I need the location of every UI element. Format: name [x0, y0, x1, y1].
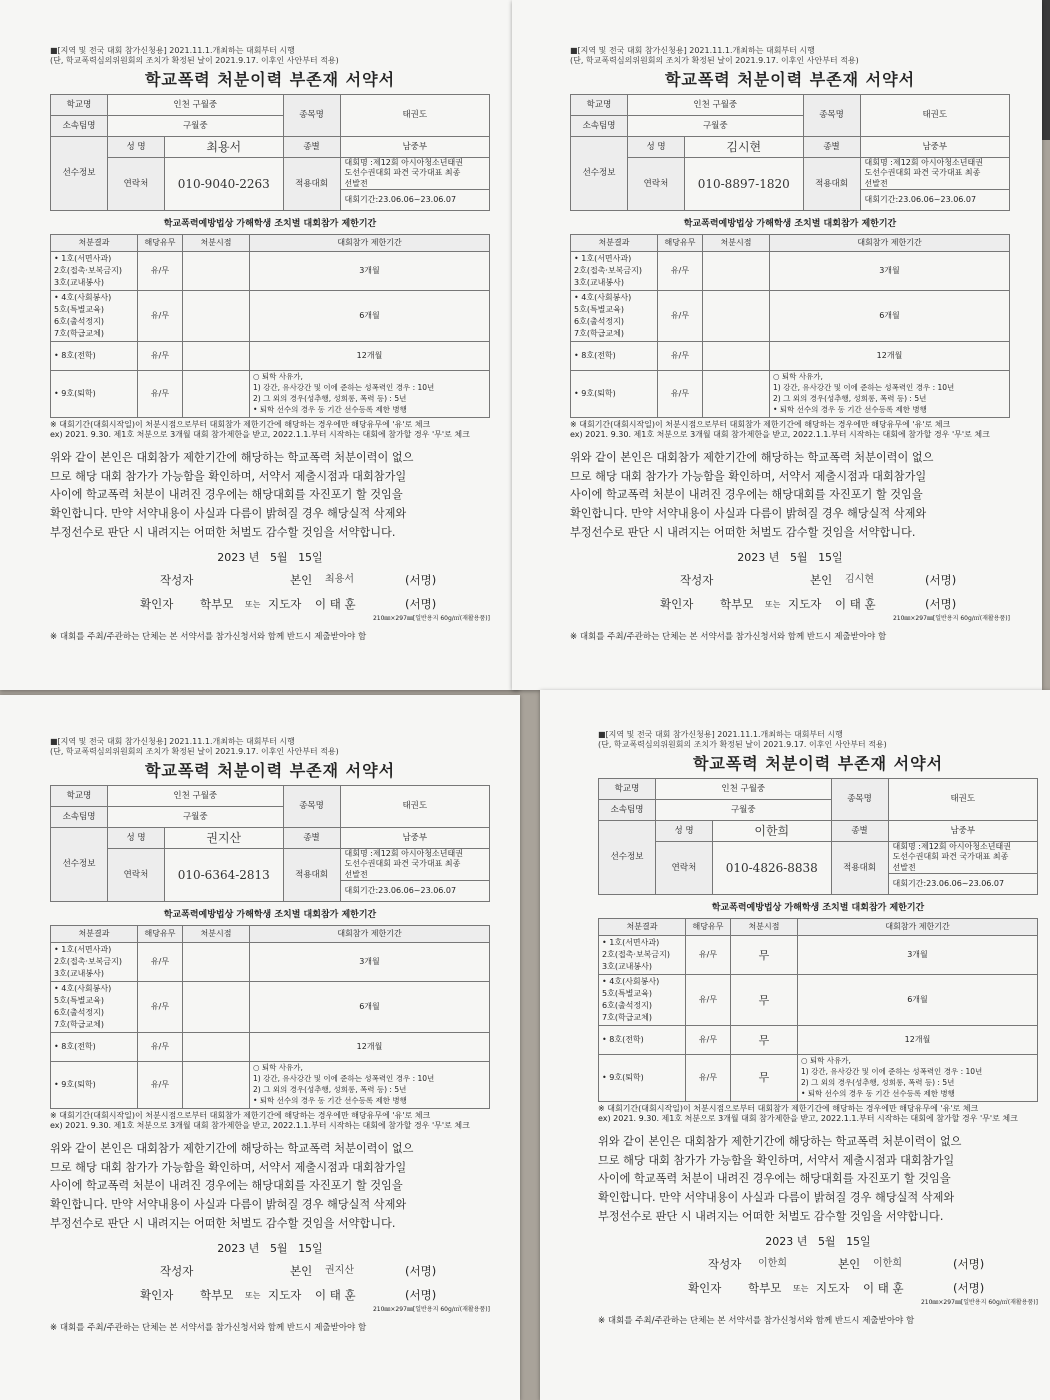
penalty-table	[50, 925, 490, 1109]
meet-name: 대회명 :제12회 아시아청소년태권 도선수권대회 파견 국가대표 최종 선발전	[340, 849, 489, 881]
col-time: 처분시점	[183, 235, 250, 252]
coach-name: 이 태 훈	[315, 1287, 356, 1302]
yn-checkbox[interactable]: 유/무	[138, 371, 183, 418]
label-team: 소속팀명	[599, 800, 656, 821]
label-name: 성 명	[628, 137, 685, 158]
penalty-table	[50, 234, 490, 418]
self-signature: 권지산	[325, 1264, 354, 1276]
pledge-sheet-2	[512, 0, 1042, 690]
sign-mark: (서명)	[405, 572, 437, 587]
pledge-text: 위와 같이 본인은 대회참가 제한기간에 해당하는 학교폭력 처분이력이 없으 므로 해당 대회 참가가 가능함을 확인하며, 서약서 제출시점과 대회참가일 사이에 학교폭력 처분이 내려진 경우에는 해당대회를 자진포기 할 것임을 확인합니다. 만약 서약내용이 사실과 다름이 밝혀질 경우 해당실적 삭제와 부정선수로 판단 시 내려지는 어떠한 처벌도 감수할 것임을 서약합니다.	[598, 1134, 962, 1223]
col-time: 처분시점	[183, 926, 250, 943]
sign-mark: (서명)	[925, 572, 957, 587]
athlete-name: 권지산	[165, 828, 284, 849]
time-mark: 무	[731, 975, 798, 1026]
time-mark: 무	[731, 1026, 798, 1055]
school-value: 인천 구월중	[108, 95, 284, 116]
penalty-subtitle: 학교폭력예방법상 가해학생 조치별 대회참가 제한기간	[163, 219, 377, 230]
athlete-name: 이한희	[713, 821, 832, 842]
notes: ※ 대회기간(대회시작일)이 처분시점으로부터 대회참가 제한기간에 해당하는 경우에만 해당유무에 '유'로 체크 ex) 2021. 9.30. 제1호 처분으로 3개월 대회 참가제한을 받고, 2022.1.1.부터 시작하는 대회에 참가할 경우 '무'로 체크	[50, 1110, 470, 1131]
yn-checkbox[interactable]: 유/무	[138, 291, 183, 342]
pledge-text: 위와 같이 본인은 대회참가 제한기간에 해당하는 학교폭력 처분이력이 없으 므로 해당 대회 참가가 가능함을 확인하며, 서약서 제출시점과 대회참가일 사이에 학교폭력 처분이 내려진 경우에는 해당대회를 자진포기 할 것임을 확인합니다. 만약 서약내용이 사실과 다름이 밝혀질 경우 해당실적 삭제와 부정선수로 판단 시 내려지는 어떠한 처벌도 감수할 것임을 서약합니다.	[570, 450, 934, 539]
penalty-table	[570, 234, 1010, 418]
event-value: 태권도	[340, 95, 489, 137]
document-title: 학교폭력 처분이력 부존재 서약서	[664, 70, 916, 89]
coach-name: 이 태 훈	[863, 1280, 904, 1295]
contact-value: 010-8897-1820	[685, 158, 804, 211]
yn-checkbox[interactable]: 유/무	[686, 1055, 731, 1102]
time-mark	[183, 252, 250, 291]
notes: ※ 대회기간(대회시작일)이 처분시점으로부터 대회참가 제한기간에 해당하는 경우에만 해당유무에 '유'로 체크 ex) 2021. 9.30. 제1호 처분으로 3개월 대회 참가제한을 받고, 2022.1.1.부터 시작하는 대회에 참가할 경우 '무'로 체크	[598, 1103, 1018, 1124]
meet-period: 대회기간:23.06.06~23.06.07	[888, 874, 1037, 895]
yn-checkbox[interactable]: 유/무	[686, 975, 731, 1026]
info-table	[570, 94, 1010, 211]
penalty-row: • 4호(사회봉사) 5호(특별교육) 6호(출석정지) 7호(학급교체) 유/무 6개월	[51, 982, 490, 1033]
school-value: 인천 구월중	[656, 779, 832, 800]
coach-name: 이 태 훈	[835, 596, 876, 611]
sign-mark: (서명)	[953, 1256, 985, 1271]
confirm-row: 확인자 학부모 또는 지도자 이 태 훈 (서명)	[140, 596, 437, 611]
penalty-row: • 4호(사회봉사) 5호(특별교육) 6호(출석정지) 7호(학급교체) 유/무 6개월	[571, 291, 1010, 342]
col-applicable: 해당유무	[686, 919, 731, 936]
penalty-row: • 1호(서면사과) 2호(접촉·보복금지) 3호(교내봉사) 유/무 무 3개월	[599, 936, 1038, 975]
time-mark	[183, 1033, 250, 1062]
writer-row: 작성자 이한희 본인 이한희 (서명)	[708, 1256, 985, 1271]
label-category: 종별	[831, 821, 888, 842]
self-signature: 김시현	[845, 573, 874, 585]
yn-checkbox[interactable]: 유/무	[138, 342, 183, 371]
yn-checkbox[interactable]: 유/무	[658, 291, 703, 342]
event-value: 태권도	[860, 95, 1009, 137]
label-team: 소속팀명	[51, 116, 108, 137]
yn-checkbox[interactable]: 유/무	[138, 252, 183, 291]
penalty-table	[598, 918, 1038, 1102]
col-time: 처분시점	[703, 235, 770, 252]
time-mark	[183, 943, 250, 982]
penalty-row: • 1호(서면사과) 2호(접촉·보복금지) 3호(교내봉사) 유/무 3개월	[51, 943, 490, 982]
footer-note: ※ 대회를 주최/주관하는 단체는 본 서약서를 참가신청서와 함께 반드시 제출받아야 함	[50, 1323, 367, 1334]
yn-checkbox[interactable]: 유/무	[658, 342, 703, 371]
category-value: 남중부	[340, 137, 489, 158]
label-event: 종목명	[803, 95, 860, 137]
label-event: 종목명	[283, 786, 340, 828]
penalty-row: • 9호(퇴학) 유/무 ○ 퇴학 사유가, 1) 강간, 유사강간 및 이에 준하는 성폭력인 경우 : 10년 2) 그 외의 경우(성추행, 성희롱, 폭력 등) : 5년 • 퇴학 선수의 경우 동 기간 선수등록 제한 병행	[51, 1062, 490, 1109]
penalty-row: • 9호(퇴학) 유/무 ○ 퇴학 사유가, 1) 강간, 유사강간 및 이에 준하는 성폭력인 경우 : 10년 2) 그 외의 경우(성추행, 성희롱, 폭력 등) : 5년 • 퇴학 선수의 경우 동 기간 선수등록 제한 병행	[571, 371, 1010, 418]
meet-name: 대회명 :제12회 아시아청소년태권 도선수권대회 파견 국가대표 최종 선발전	[860, 158, 1009, 190]
sheet-header: ■[지역 및 전국 대회 참가신청용] 2021.11.1.개최하는 대회부터 시행 (단, 학교폭력심의위원회의 조치가 확정된 날이 2021.9.17. 이후인 사안부터 적용)	[570, 46, 859, 65]
label-contact: 연락처	[628, 158, 685, 211]
meet-period: 대회기간:23.06.06~23.06.07	[340, 881, 489, 902]
label-school: 학교명	[571, 95, 628, 116]
col-applicable: 해당유무	[658, 235, 703, 252]
time-mark	[703, 342, 770, 371]
label-meet: 적용대회	[283, 849, 340, 902]
sign-mark: (서명)	[405, 1263, 437, 1278]
time-mark	[183, 371, 250, 418]
team-value: 구월중	[628, 116, 804, 137]
contact-value: 010-9040-2263	[165, 158, 284, 211]
pledge-sheet-3	[0, 695, 520, 1400]
confirm-row: 확인자 학부모 또는 지도자 이 태 훈 (서명)	[688, 1280, 985, 1295]
writer-signature: 이한희	[758, 1257, 787, 1269]
paper-spec: 210㎜×297㎜[일반용지 60g/㎡(재활용품)]	[892, 614, 1010, 622]
label-team: 소속팀명	[51, 807, 108, 828]
pledge-sheet-1	[0, 0, 520, 690]
penalty-subtitle: 학교폭력예방법상 가해학생 조치별 대회참가 제한기간	[683, 219, 897, 230]
label-category: 종별	[803, 137, 860, 158]
meet-name: 대회명 :제12회 아시아청소년태권 도선수권대회 파견 국가대표 최종 선발전	[340, 158, 489, 190]
label-athlete: 선수정보	[51, 137, 108, 211]
yn-checkbox[interactable]: 유/무	[658, 252, 703, 291]
label-name: 성 명	[108, 137, 165, 158]
label-contact: 연락처	[656, 842, 713, 895]
label-school: 학교명	[51, 786, 108, 807]
writer-row: 작성자 본인 권지산 (서명)	[160, 1263, 437, 1278]
penalty-row: • 8호(전학) 유/무 12개월	[51, 1033, 490, 1062]
col-result: 처분결과	[51, 926, 138, 943]
label-meet: 적용대회	[831, 842, 888, 895]
signing-date: 2023 년 5월 15일	[217, 1241, 323, 1255]
footer-note: ※ 대회를 주최/주관하는 단체는 본 서약서를 참가신청서와 함께 반드시 제출받아야 함	[570, 632, 887, 643]
label-school: 학교명	[51, 95, 108, 116]
confirm-row: 확인자 학부모 또는 지도자 이 태 훈 (서명)	[660, 596, 957, 611]
time-mark	[183, 1062, 250, 1109]
meet-name: 대회명 :제12회 아시아청소년태권 도선수권대회 파견 국가대표 최종 선발전	[888, 842, 1037, 874]
col-time: 처분시점	[731, 919, 798, 936]
penalty-row: • 4호(사회봉사) 5호(특별교육) 6호(출석정지) 7호(학급교체) 유/무 무 6개월	[599, 975, 1038, 1026]
meet-period: 대회기간:23.06.06~23.06.07	[340, 190, 489, 211]
team-value: 구월중	[108, 116, 284, 137]
yn-checkbox[interactable]: 유/무	[686, 1026, 731, 1055]
info-table	[50, 785, 490, 902]
yn-checkbox[interactable]: 유/무	[138, 943, 183, 982]
label-team: 소속팀명	[571, 116, 628, 137]
info-table	[50, 94, 490, 211]
writer-row: 작성자 본인 김시현 (서명)	[680, 572, 957, 587]
yn-checkbox[interactable]: 유/무	[686, 936, 731, 975]
footer-note: ※ 대회를 주최/주관하는 단체는 본 서약서를 참가신청서와 함께 반드시 제출받아야 함	[50, 632, 367, 643]
yn-checkbox[interactable]: 유/무	[658, 371, 703, 418]
label-name: 성 명	[108, 828, 165, 849]
self-signature: 이한희	[873, 1257, 902, 1269]
penalty-row: • 8호(전학) 유/무 12개월	[51, 342, 490, 371]
penalty-subtitle: 학교폭력예방법상 가해학생 조치별 대회참가 제한기간	[163, 910, 377, 921]
school-value: 인천 구월중	[628, 95, 804, 116]
col-result: 처분결과	[51, 235, 138, 252]
signing-date: 2023 년 5월 15일	[765, 1234, 871, 1248]
document-title: 학교폭력 처분이력 부존재 서약서	[144, 761, 396, 780]
label-contact: 연락처	[108, 158, 165, 211]
confirm-row: 확인자 학부모 또는 지도자 이 태 훈 (서명)	[140, 1287, 437, 1302]
info-table	[598, 778, 1038, 895]
col-limit: 대회참가 제한기간	[798, 919, 1038, 936]
athlete-name: 김시현	[685, 137, 804, 158]
time-mark	[703, 291, 770, 342]
label-athlete: 선수정보	[51, 828, 108, 902]
pledge-text: 위와 같이 본인은 대회참가 제한기간에 해당하는 학교폭력 처분이력이 없으 므로 해당 대회 참가가 가능함을 확인하며, 서약서 제출시점과 대회참가일 사이에 학교폭력 처분이 내려진 경우에는 해당대회를 자진포기 할 것임을 확인합니다. 만약 서약내용이 사실과 다름이 밝혀질 경우 해당실적 삭제와 부정선수로 판단 시 내려지는 어떠한 처벌도 감수할 것임을 서약합니다.	[50, 1141, 414, 1230]
col-limit: 대회참가 제한기간	[770, 235, 1010, 252]
contact-value: 010-4826-8838	[713, 842, 832, 895]
yn-checkbox[interactable]: 유/무	[138, 1033, 183, 1062]
penalty-row: • 1호(서면사과) 2호(접촉·보복금지) 3호(교내봉사) 유/무 3개월	[51, 252, 490, 291]
paper-spec: 210㎜×297㎜[일반용지 60g/㎡(재활용품)]	[372, 614, 490, 622]
label-event: 종목명	[831, 779, 888, 821]
col-applicable: 해당유무	[138, 235, 183, 252]
penalty-row: • 8호(전학) 유/무 12개월	[571, 342, 1010, 371]
footer-note: ※ 대회를 주최/주관하는 단체는 본 서약서를 참가신청서와 함께 반드시 제출받아야 함	[598, 1316, 915, 1327]
signing-date: 2023 년 5월 15일	[737, 550, 843, 564]
document-title: 학교폭력 처분이력 부존재 서약서	[692, 754, 944, 773]
meet-period: 대회기간:23.06.06~23.06.07	[860, 190, 1009, 211]
coach-name: 이 태 훈	[315, 596, 356, 611]
time-mark	[183, 291, 250, 342]
self-signature: 최용서	[325, 573, 354, 585]
time-mark	[703, 371, 770, 418]
paper-spec: 210㎜×297㎜[일반용지 60g/㎡(재활용품)]	[920, 1298, 1038, 1306]
sheet-header: ■[지역 및 전국 대회 참가신청용] 2021.11.1.개최하는 대회부터 시행 (단, 학교폭력심의위원회의 조치가 확정된 날이 2021.9.17. 이후인 사안부터 적용)	[50, 737, 339, 756]
col-result: 처분결과	[599, 919, 686, 936]
team-value: 구월중	[656, 800, 832, 821]
sheet-header: ■[지역 및 전국 대회 참가신청용] 2021.11.1.개최하는 대회부터 시행 (단, 학교폭력심의위원회의 조치가 확정된 날이 2021.9.17. 이후인 사안부터 적용)	[50, 46, 339, 65]
penalty-row: • 9호(퇴학) 유/무 ○ 퇴학 사유가, 1) 강간, 유사강간 및 이에 준하는 성폭력인 경우 : 10년 2) 그 외의 경우(성추행, 성희롱, 폭력 등) : 5년 • 퇴학 선수의 경우 동 기간 선수등록 제한 병행	[51, 371, 490, 418]
sheet-header: ■[지역 및 전국 대회 참가신청용] 2021.11.1.개최하는 대회부터 시행 (단, 학교폭력심의위원회의 조치가 확정된 날이 2021.9.17. 이후인 사안부터 적용)	[598, 730, 887, 749]
time-mark: 무	[731, 1055, 798, 1102]
category-value: 남중부	[860, 137, 1009, 158]
label-school: 학교명	[599, 779, 656, 800]
time-mark	[183, 342, 250, 371]
pledge-sheet-4	[540, 690, 1050, 1400]
time-mark	[703, 252, 770, 291]
penalty-row: • 8호(전학) 유/무 무 12개월	[599, 1026, 1038, 1055]
event-value: 태권도	[340, 786, 489, 828]
time-mark: 무	[731, 936, 798, 975]
contact-value: 010-6364-2813	[165, 849, 284, 902]
col-limit: 대회참가 제한기간	[250, 926, 490, 943]
label-meet: 적용대회	[803, 158, 860, 211]
penalty-row: • 9호(퇴학) 유/무 무 ○ 퇴학 사유가, 1) 강간, 유사강간 및 이에 준하는 성폭력인 경우 : 10년 2) 그 외의 경우(성추행, 성희롱, 폭력 등) : 5년 • 퇴학 선수의 경우 동 기간 선수등록 제한 병행	[599, 1055, 1038, 1102]
team-value: 구월중	[108, 807, 284, 828]
penalty-row: • 4호(사회봉사) 5호(특별교육) 6호(출석정지) 7호(학급교체) 유/무 6개월	[51, 291, 490, 342]
label-athlete: 선수정보	[599, 821, 656, 895]
paper-spec: 210㎜×297㎜[일반용지 60g/㎡(재활용품)]	[372, 1305, 490, 1313]
pledge-text: 위와 같이 본인은 대회참가 제한기간에 해당하는 학교폭력 처분이력이 없으 므로 해당 대회 참가가 가능함을 확인하며, 서약서 제출시점과 대회참가일 사이에 학교폭력 처분이 내려진 경우에는 해당대회를 자진포기 할 것임을 확인합니다. 만약 서약내용이 사실과 다름이 밝혀질 경우 해당실적 삭제와 부정선수로 판단 시 내려지는 어떠한 처벌도 감수할 것임을 서약합니다.	[50, 450, 414, 539]
category-value: 남중부	[888, 821, 1037, 842]
label-category: 종별	[283, 828, 340, 849]
signing-date: 2023 년 5월 15일	[217, 550, 323, 564]
yn-checkbox[interactable]: 유/무	[138, 1062, 183, 1109]
writer-row: 작성자 본인 최용서 (서명)	[160, 572, 437, 587]
event-value: 태권도	[888, 779, 1037, 821]
label-contact: 연락처	[108, 849, 165, 902]
label-event: 종목명	[283, 95, 340, 137]
yn-checkbox[interactable]: 유/무	[138, 982, 183, 1033]
penalty-subtitle: 학교폭력예방법상 가해학생 조치별 대회참가 제한기간	[711, 903, 925, 914]
label-meet: 적용대회	[283, 158, 340, 211]
col-limit: 대회참가 제한기간	[250, 235, 490, 252]
label-category: 종별	[283, 137, 340, 158]
label-athlete: 선수정보	[571, 137, 628, 211]
time-mark	[183, 982, 250, 1033]
col-applicable: 해당유무	[138, 926, 183, 943]
penalty-row: • 1호(서면사과) 2호(접촉·보복금지) 3호(교내봉사) 유/무 3개월	[571, 252, 1010, 291]
category-value: 남중부	[340, 828, 489, 849]
school-value: 인천 구월중	[108, 786, 284, 807]
notes: ※ 대회기간(대회시작일)이 처분시점으로부터 대회참가 제한기간에 해당하는 경우에만 해당유무에 '유'로 체크 ex) 2021. 9.30. 제1호 처분으로 3개월 대회 참가제한을 받고, 2022.1.1.부터 시작하는 대회에 참가할 경우 '무'로 체크	[50, 419, 470, 440]
col-result: 처분결과	[571, 235, 658, 252]
document-title: 학교폭력 처분이력 부존재 서약서	[144, 70, 396, 89]
notes: ※ 대회기간(대회시작일)이 처분시점으로부터 대회참가 제한기간에 해당하는 경우에만 해당유무에 '유'로 체크 ex) 2021. 9.30. 제1호 처분으로 3개월 대회 참가제한을 받고, 2022.1.1.부터 시작하는 대회에 참가할 경우 '무'로 체크	[570, 419, 990, 440]
athlete-name: 최용서	[165, 137, 284, 158]
label-name: 성 명	[656, 821, 713, 842]
